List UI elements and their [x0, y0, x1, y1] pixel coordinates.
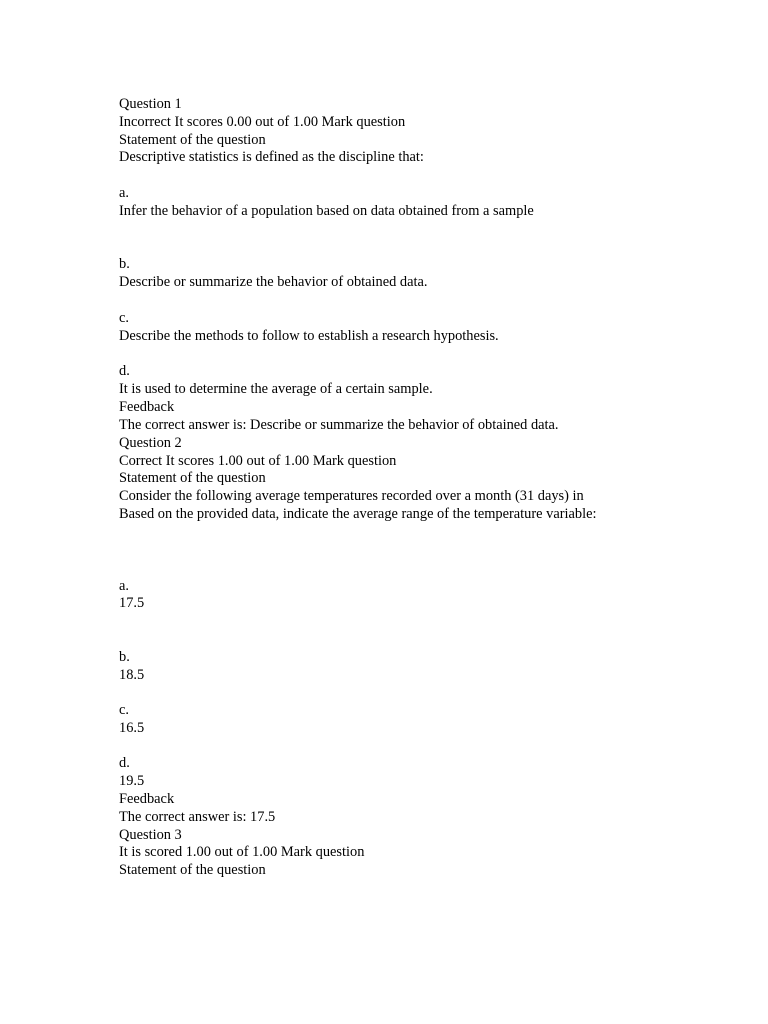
- question-1-feedback-label: Feedback: [119, 399, 175, 415]
- question-2-option-a-letter: a.: [119, 578, 129, 594]
- question-2-option-b-letter: b.: [119, 649, 130, 665]
- question-2-option-b-text: 18.5: [119, 667, 145, 683]
- question-1-option-a-letter: a.: [119, 185, 129, 201]
- question-2-title: Question 2: [119, 435, 182, 451]
- question-1-option-a-text: Infer the behavior of a population based on data obtained from a sample: [119, 203, 534, 219]
- question-3-title: Question 3: [119, 827, 182, 843]
- question-2-correct-answer: The correct answer is: 17.5: [119, 809, 276, 825]
- question-2-feedback-label: Feedback: [119, 791, 175, 807]
- question-2-option-d-letter: d.: [119, 755, 130, 771]
- question-2-option-a-text: 17.5: [119, 595, 145, 611]
- question-1-option-b-letter: b.: [119, 256, 130, 272]
- question-1-option-b-text: Describe or summarize the behavior of obtained data.: [119, 274, 428, 290]
- question-1-status: Incorrect It scores 0.00 out of 1.00 Mark question: [119, 114, 406, 130]
- question-3-statement-label: Statement of the question: [119, 862, 266, 878]
- question-1-option-d-letter: d.: [119, 363, 130, 379]
- question-2-option-c-letter: c.: [119, 702, 129, 718]
- question-1-option-c-text: Describe the methods to follow to establish a research hypothesis.: [119, 328, 499, 344]
- question-1-statement: Descriptive statistics is defined as the discipline that:: [119, 149, 424, 165]
- question-3-status: It is scored 1.00 out of 1.00 Mark question: [119, 844, 365, 860]
- question-2-statement-line-2: Based on the provided data, indicate the average range of the temperature variable:: [119, 506, 597, 522]
- question-1-option-c-letter: c.: [119, 310, 129, 326]
- question-2-statement-label: Statement of the question: [119, 470, 266, 486]
- question-1-title: Question 1: [119, 96, 182, 112]
- question-1-statement-label: Statement of the question: [119, 132, 266, 148]
- question-2-status: Correct It scores 1.00 out of 1.00 Mark question: [119, 453, 397, 469]
- question-1-option-d-text: It is used to determine the average of a certain sample.: [119, 381, 433, 397]
- question-1-correct-answer: The correct answer is: Describe or summarize the behavior of obtained data.: [119, 417, 559, 433]
- question-2-option-d-text: 19.5: [119, 773, 145, 789]
- question-2-option-c-text: 16.5: [119, 720, 145, 736]
- question-2-statement-line-1: Consider the following average temperatures recorded over a month (31 days) in: [119, 488, 584, 504]
